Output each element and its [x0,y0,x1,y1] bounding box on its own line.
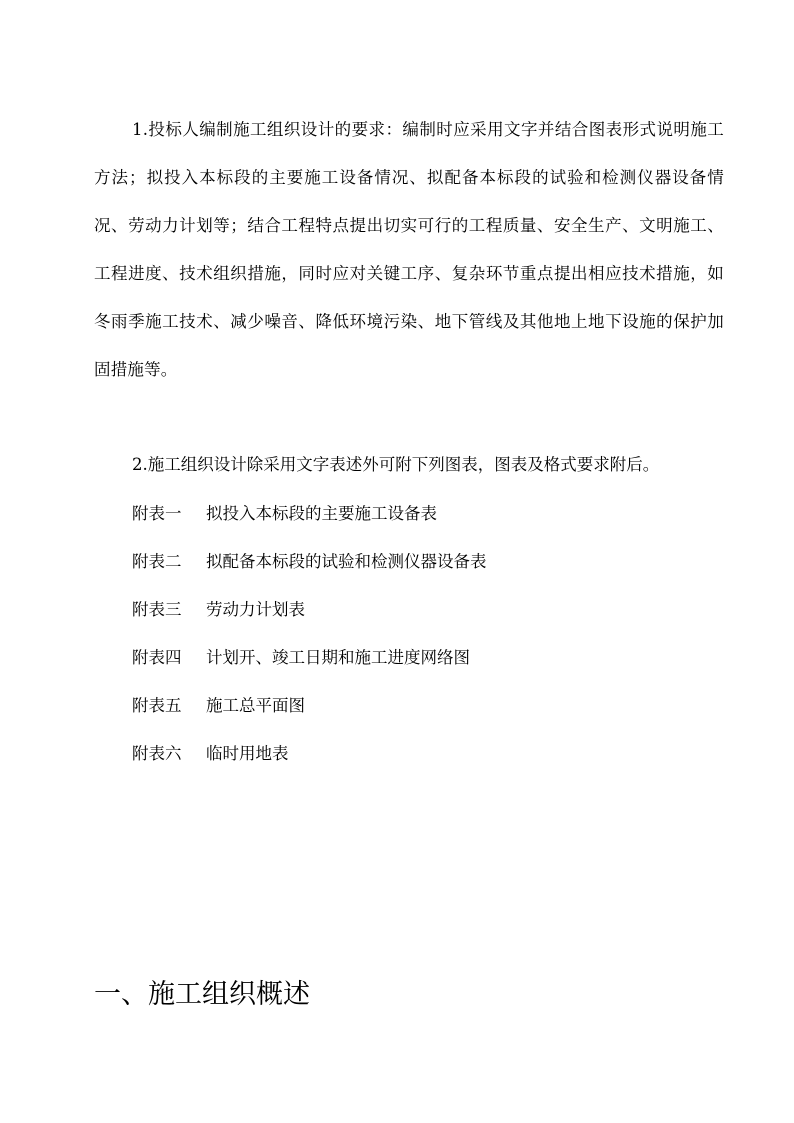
appendix-label: 附表四 [132,648,182,667]
appendix-label: 附表二 [132,552,182,571]
appendix-item-4 [132,634,487,682]
appendix-title: 拟配备本标段的试验和检测仪器设备表 [206,552,487,571]
appendix-title: 临时用地表 [206,744,289,763]
appendix-intro-paragraph: 2.施工组织设计除采用文字表述外可附下列图表，图表及格式要求附后。 [132,455,660,474]
appendix-label: 附表五 [132,696,182,715]
appendix-list [132,490,487,778]
appendix-item-6 [132,730,487,778]
appendix-label: 附表六 [132,744,182,763]
appendix-label: 附表三 [132,600,182,619]
appendix-title: 拟投入本标段的主要施工设备表 [206,504,437,523]
requirements-paragraph: 1.投标人编制施工组织设计的要求：编制时应采用文字并结合图表形式说明施工方法；拟投入本标段的主要施工设备情况、拟配备本标段的试验和检测仪器设备情况、劳动力计划等；结合工程特点提出切实可行的工程质量、安全生产、文明施工、工程进度、技术组织措施，同时应对关键工序、复杂环节重点提出相应技术措施，如冬雨季施工技术、减少噪音、降低环境污染、地下管线及其他地上地下设施的保护加固措施等。 [94,120,724,379]
appendix-item-1 [132,490,487,538]
section-heading: 一、施工组织概述 [94,979,310,1010]
appendix-title: 计划开、竣工日期和施工进度网络图 [206,648,470,667]
appendix-item-2 [132,538,487,586]
appendix-item-5 [132,682,487,730]
appendix-title: 劳动力计划表 [206,600,305,619]
appendix-title: 施工总平面图 [206,696,305,715]
appendix-item-3 [132,586,487,634]
appendix-label: 附表一 [132,504,182,523]
